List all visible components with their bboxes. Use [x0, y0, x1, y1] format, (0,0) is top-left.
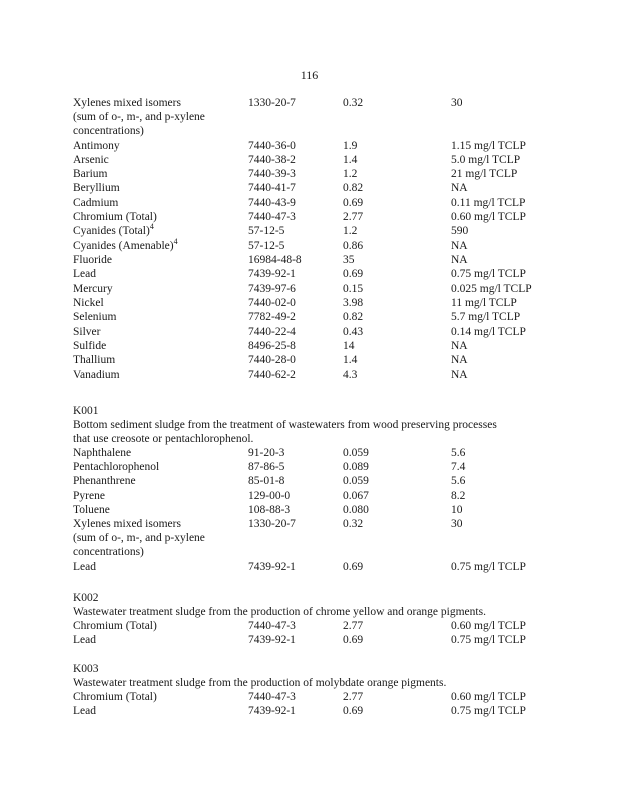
wastewater-standard: 0.32	[343, 518, 364, 530]
wastewater-standard: 0.059	[343, 447, 369, 459]
wastewater-standard: 1.9	[343, 140, 358, 152]
constituent: Xylenes mixed isomers	[73, 97, 181, 109]
cas-number: 7439-97-6	[248, 283, 296, 295]
nonwastewater-standard: NA	[451, 369, 468, 381]
nonwastewater-standard: 7.4	[451, 461, 466, 473]
constituent: Chromium (Total)	[73, 211, 157, 223]
wastewater-standard: 0.067	[343, 490, 369, 502]
nonwastewater-standard: 5.6	[451, 475, 466, 487]
cas-number: 7440-47-3	[248, 211, 296, 223]
nonwastewater-standard: 30	[451, 97, 463, 109]
constituent: Lead	[73, 634, 96, 646]
wastewater-standard: 0.089	[343, 461, 369, 473]
nonwastewater-standard: NA	[451, 354, 468, 366]
nonwastewater-standard: 10	[451, 504, 463, 516]
constituent: Cadmium	[73, 197, 119, 209]
nonwastewater-standard: NA	[451, 254, 468, 266]
wastewater-standard: 2.77	[343, 691, 364, 703]
wastewater-standard: 2.77	[343, 211, 364, 223]
nonwastewater-standard: NA	[451, 240, 468, 252]
constituent: (sum of o-, m-, and p-xylene	[73, 111, 205, 123]
waste-description: Wastewater treatment sludge from the production of molybdate orange pigments.	[73, 677, 447, 689]
cas-number: 7440-62-2	[248, 369, 296, 381]
wastewater-standard: 1.2	[343, 225, 358, 237]
cas-number: 7440-38-2	[248, 154, 296, 166]
nonwastewater-standard: 8.2	[451, 490, 466, 502]
waste-code: K001	[73, 405, 99, 417]
nonwastewater-standard: 5.7 mg/l TCLP	[451, 311, 521, 323]
wastewater-standard: 1.4	[343, 354, 358, 366]
cas-number: 7440-43-9	[248, 197, 296, 209]
wastewater-standard: 0.15	[343, 283, 364, 295]
nonwastewater-standard: 0.60 mg/l TCLP	[451, 691, 526, 703]
constituent: concentrations)	[73, 125, 144, 137]
cas-number: 7440-22-4	[248, 326, 296, 338]
constituent: concentrations)	[73, 546, 144, 558]
constituent: Vanadium	[73, 369, 120, 381]
constituent: Toluene	[73, 504, 110, 516]
cas-number: 87-86-5	[248, 461, 285, 473]
constituent: Xylenes mixed isomers	[73, 518, 181, 530]
wastewater-standard: 0.82	[343, 182, 364, 194]
constituent: Cyanides (Amenable)$^4$	[73, 237, 178, 252]
cas-number: 7782-49-2	[248, 311, 296, 323]
nonwastewater-standard: 0.75 mg/l TCLP	[451, 561, 526, 573]
constituent: (sum of o-, m-, and p-xylene	[73, 532, 205, 544]
wastewater-standard: 4.3	[343, 369, 358, 381]
wastewater-standard: 0.059	[343, 475, 369, 487]
nonwastewater-standard: 5.6	[451, 447, 466, 459]
constituent: Cyanides (Total)$^4$	[73, 222, 154, 237]
waste-description: Bottom sediment sludge from the treatment of wastewaters from wood preserving processes	[73, 419, 497, 431]
wastewater-standard: 0.86	[343, 240, 364, 252]
cas-number: 7440-39-3	[248, 168, 296, 180]
constituent: Pyrene	[73, 490, 105, 502]
wastewater-standard: 0.69	[343, 197, 364, 209]
nonwastewater-standard: 0.60 mg/l TCLP	[451, 211, 526, 223]
nonwastewater-standard: 0.75 mg/l TCLP	[451, 705, 526, 717]
nonwastewater-standard: NA	[451, 182, 468, 194]
constituent: Silver	[73, 326, 101, 338]
wastewater-standard: 3.98	[343, 297, 364, 309]
wastewater-standard: 35	[343, 254, 355, 266]
wastewater-standard: 0.69	[343, 705, 364, 717]
cas-number: 1330-20-7	[248, 518, 296, 530]
nonwastewater-standard: 5.0 mg/l TCLP	[451, 154, 521, 166]
wastewater-standard: 0.69	[343, 634, 364, 646]
nonwastewater-standard: 0.60 mg/l TCLP	[451, 620, 526, 632]
wastewater-standard: 14	[343, 340, 355, 352]
footnote-marker: 4	[149, 222, 154, 232]
constituent: Arsenic	[73, 154, 109, 166]
page-number: 116	[300, 68, 319, 82]
cas-number: 1330-20-7	[248, 97, 296, 109]
cas-number: 7439-92-1	[248, 561, 296, 573]
cas-number: 7439-92-1	[248, 634, 296, 646]
wastewater-standard: 1.2	[343, 168, 358, 180]
constituent: Chromium (Total)	[73, 691, 157, 703]
nonwastewater-standard: 0.14 mg/l TCLP	[451, 326, 526, 338]
wastewater-standard: 0.82	[343, 311, 364, 323]
waste-description: that use creosote or pentachlorophenol.	[73, 433, 254, 445]
wastewater-standard: 0.32	[343, 97, 364, 109]
nonwastewater-standard: 0.75 mg/l TCLP	[451, 268, 526, 280]
cas-number: 7439-92-1	[248, 705, 296, 717]
constituent: Lead	[73, 268, 96, 280]
footnote-marker: 4	[173, 237, 178, 247]
constituent: Pentachlorophenol	[73, 461, 160, 473]
constituent: Antimony	[73, 140, 120, 152]
wastewater-standard: 0.69	[343, 561, 364, 573]
wastewater-standard: 0.43	[343, 326, 364, 338]
cas-number: 7440-36-0	[248, 140, 296, 152]
nonwastewater-standard: 11 mg/l TCLP	[451, 297, 517, 309]
wastewater-standard: 1.4	[343, 154, 358, 166]
cas-number: 7439-92-1	[248, 268, 296, 280]
cas-number: 129-00-0	[248, 490, 291, 502]
nonwastewater-standard: 0.11 mg/l TCLP	[451, 197, 526, 209]
constituent: Phenanthrene	[73, 475, 136, 487]
cas-number: 7440-47-3	[248, 620, 296, 632]
waste-description: Wastewater treatment sludge from the production of chrome yellow and orange pigments.	[73, 606, 486, 618]
nonwastewater-standard: 30	[451, 518, 463, 530]
constituent: Lead	[73, 705, 96, 717]
cas-number: 7440-47-3	[248, 691, 296, 703]
cas-number: 108-88-3	[248, 504, 291, 516]
cas-number: 16984-48-8	[248, 254, 302, 266]
constituent: Barium	[73, 168, 108, 180]
nonwastewater-standard: 0.025 mg/l TCLP	[451, 283, 532, 295]
waste-code: K003	[73, 663, 99, 675]
constituent: Lead	[73, 561, 96, 573]
waste-code: K002	[73, 592, 99, 604]
constituent: Nickel	[73, 297, 104, 309]
cas-number: 7440-41-7	[248, 182, 296, 194]
nonwastewater-standard: 0.75 mg/l TCLP	[451, 634, 526, 646]
constituent: Chromium (Total)	[73, 620, 157, 632]
nonwastewater-standard: NA	[451, 340, 468, 352]
constituent: Naphthalene	[73, 447, 132, 459]
constituent: Fluoride	[73, 254, 112, 266]
cas-number: 57-12-5	[248, 240, 285, 252]
constituent: Beryllium	[73, 182, 120, 194]
constituent: Sulfide	[73, 340, 107, 352]
cas-number: 7440-02-0	[248, 297, 296, 309]
cas-number: 57-12-5	[248, 225, 285, 237]
cas-number: 85-01-8	[248, 475, 285, 487]
wastewater-standard: 0.69	[343, 268, 364, 280]
constituent: Thallium	[73, 354, 116, 366]
cas-number: 91-20-3	[248, 447, 285, 459]
cas-number: 8496-25-8	[248, 340, 296, 352]
nonwastewater-standard: 21 mg/l TCLP	[451, 168, 518, 180]
nonwastewater-standard: 1.15 mg/l TCLP	[451, 140, 526, 152]
cas-number: 7440-28-0	[248, 354, 296, 366]
nonwastewater-standard: 590	[451, 225, 469, 237]
constituent: Mercury	[73, 283, 113, 295]
constituent: Selenium	[73, 311, 117, 323]
wastewater-standard: 2.77	[343, 620, 364, 632]
wastewater-standard: 0.080	[343, 504, 369, 516]
